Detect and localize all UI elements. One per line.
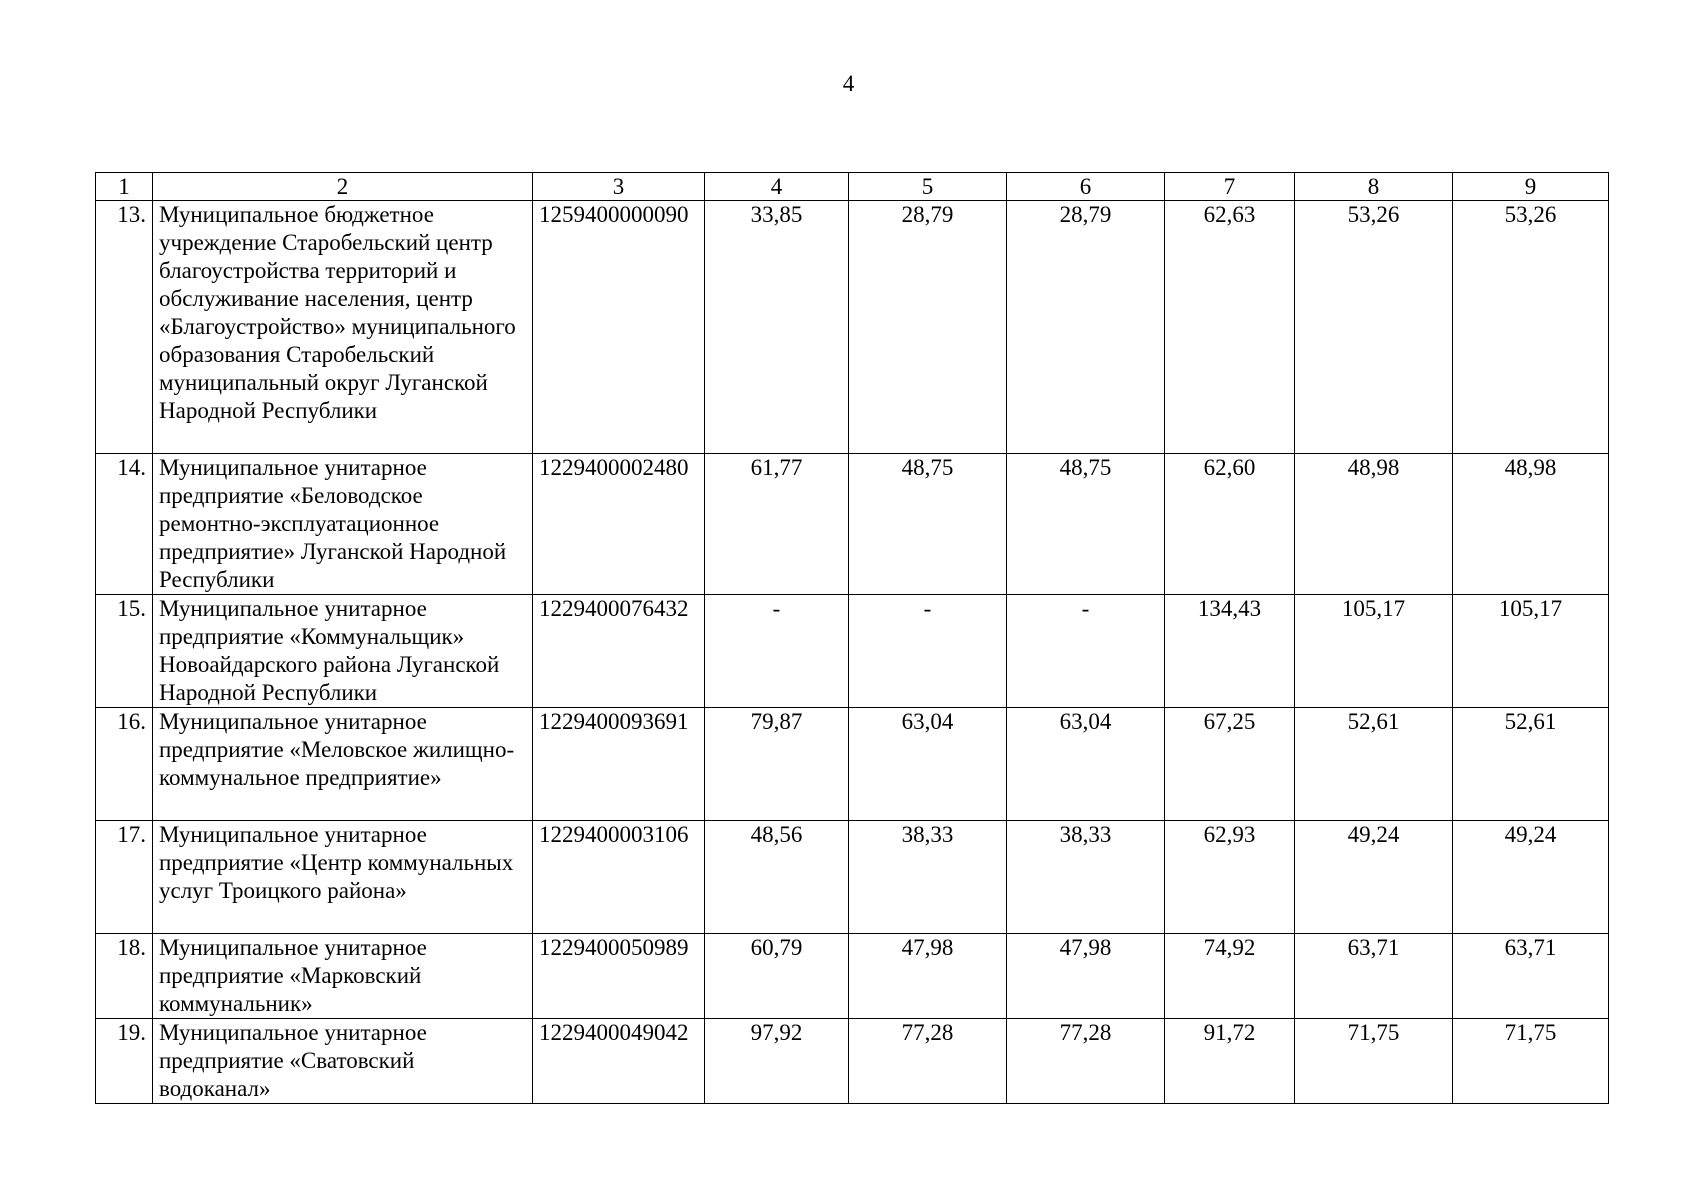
ogrn-value: 1229400076432	[533, 595, 705, 708]
row-number: 15.	[96, 595, 153, 708]
value-col-5: 77,28	[849, 1019, 1007, 1104]
table-row	[96, 454, 1609, 595]
ogrn-value: 1229400049042	[533, 1019, 705, 1104]
row-number: 17.	[96, 821, 153, 934]
header-cell: 2	[153, 173, 533, 201]
table-row	[96, 1019, 1609, 1104]
organization-name: Муниципальное унитарное предприятие «Коммунальщик» Новоайдарского района Луганской Народной Республики	[153, 595, 533, 708]
value-col-8: 52,61	[1295, 708, 1453, 821]
ogrn-value: 1229400050989	[533, 934, 705, 1019]
value-col-6: 47,98	[1007, 934, 1165, 1019]
value-col-9: 48,98	[1453, 454, 1609, 595]
organization-name: Муниципальное унитарное предприятие «Беловодское ремонтно-эксплуатационное предприятие» Луганской Народной Республики	[153, 454, 533, 595]
tariff-table	[95, 172, 1609, 1104]
value-col-7: 134,43	[1165, 595, 1295, 708]
value-col-8: 71,75	[1295, 1019, 1453, 1104]
value-col-5: 63,04	[849, 708, 1007, 821]
value-col-9: 52,61	[1453, 708, 1609, 821]
ogrn-value: 1229400003106	[533, 821, 705, 934]
ogrn-value: 1229400093691	[533, 708, 705, 821]
value-col-6: 48,75	[1007, 454, 1165, 595]
header-cell: 6	[1007, 173, 1165, 201]
value-col-5: 38,33	[849, 821, 1007, 934]
organization-name: Муниципальное унитарное предприятие «Марковский коммунальник»	[153, 934, 533, 1019]
value-col-4: 79,87	[705, 708, 849, 821]
value-col-9: 49,24	[1453, 821, 1609, 934]
header-cell: 9	[1453, 173, 1609, 201]
row-number: 18.	[96, 934, 153, 1019]
value-col-8: 63,71	[1295, 934, 1453, 1019]
header-cell: 3	[533, 173, 705, 201]
header-cell: 8	[1295, 173, 1453, 201]
row-number: 19.	[96, 1019, 153, 1104]
header-cell: 7	[1165, 173, 1295, 201]
row-number: 16.	[96, 708, 153, 821]
value-col-7: 67,25	[1165, 708, 1295, 821]
table-header-row	[96, 173, 1609, 201]
organization-name: Муниципальное бюджетное учреждение Старобельский центр благоустройства территорий и обслуживание населения, центр «Благоустройство» муниципального образования Старобельский муниципальный округ Луганской Народной Республики	[153, 201, 533, 454]
row-number: 13.	[96, 201, 153, 454]
value-col-5: -	[849, 595, 1007, 708]
value-col-6: -	[1007, 595, 1165, 708]
header-cell: 4	[705, 173, 849, 201]
value-col-7: 62,93	[1165, 821, 1295, 934]
value-col-5: 47,98	[849, 934, 1007, 1019]
value-col-6: 63,04	[1007, 708, 1165, 821]
value-col-5: 28,79	[849, 201, 1007, 454]
value-col-5: 48,75	[849, 454, 1007, 595]
value-col-8: 105,17	[1295, 595, 1453, 708]
table-row	[96, 934, 1609, 1019]
ogrn-value: 1259400000090	[533, 201, 705, 454]
header-cell: 1	[96, 173, 153, 201]
page-number: 4	[842, 71, 855, 96]
ogrn-value: 1229400002480	[533, 454, 705, 595]
table-row	[96, 708, 1609, 821]
row-number: 14.	[96, 454, 153, 595]
value-col-7: 62,60	[1165, 454, 1295, 595]
value-col-6: 38,33	[1007, 821, 1165, 934]
value-col-9: 63,71	[1453, 934, 1609, 1019]
value-col-7: 62,63	[1165, 201, 1295, 454]
table-row	[96, 595, 1609, 708]
value-col-7: 91,72	[1165, 1019, 1295, 1104]
value-col-4: -	[705, 595, 849, 708]
organization-name: Муниципальное унитарное предприятие «Меловское жилищно-коммунальное предприятие»	[153, 708, 533, 821]
value-col-9: 105,17	[1453, 595, 1609, 708]
value-col-4: 61,77	[705, 454, 849, 595]
value-col-7: 74,92	[1165, 934, 1295, 1019]
table-row	[96, 821, 1609, 934]
table-row	[96, 201, 1609, 454]
value-col-8: 48,98	[1295, 454, 1453, 595]
value-col-4: 33,85	[705, 201, 849, 454]
value-col-4: 97,92	[705, 1019, 849, 1104]
value-col-9: 71,75	[1453, 1019, 1609, 1104]
organization-name: Муниципальное унитарное предприятие «Центр коммунальных услуг Троицкого района»	[153, 821, 533, 934]
value-col-6: 28,79	[1007, 201, 1165, 454]
value-col-6: 77,28	[1007, 1019, 1165, 1104]
value-col-4: 48,56	[705, 821, 849, 934]
organization-name: Муниципальное унитарное предприятие «Сватовский водоканал»	[153, 1019, 533, 1104]
value-col-8: 49,24	[1295, 821, 1453, 934]
header-cell: 5	[849, 173, 1007, 201]
value-col-4: 60,79	[705, 934, 849, 1019]
value-col-8: 53,26	[1295, 201, 1453, 454]
value-col-9: 53,26	[1453, 201, 1609, 454]
